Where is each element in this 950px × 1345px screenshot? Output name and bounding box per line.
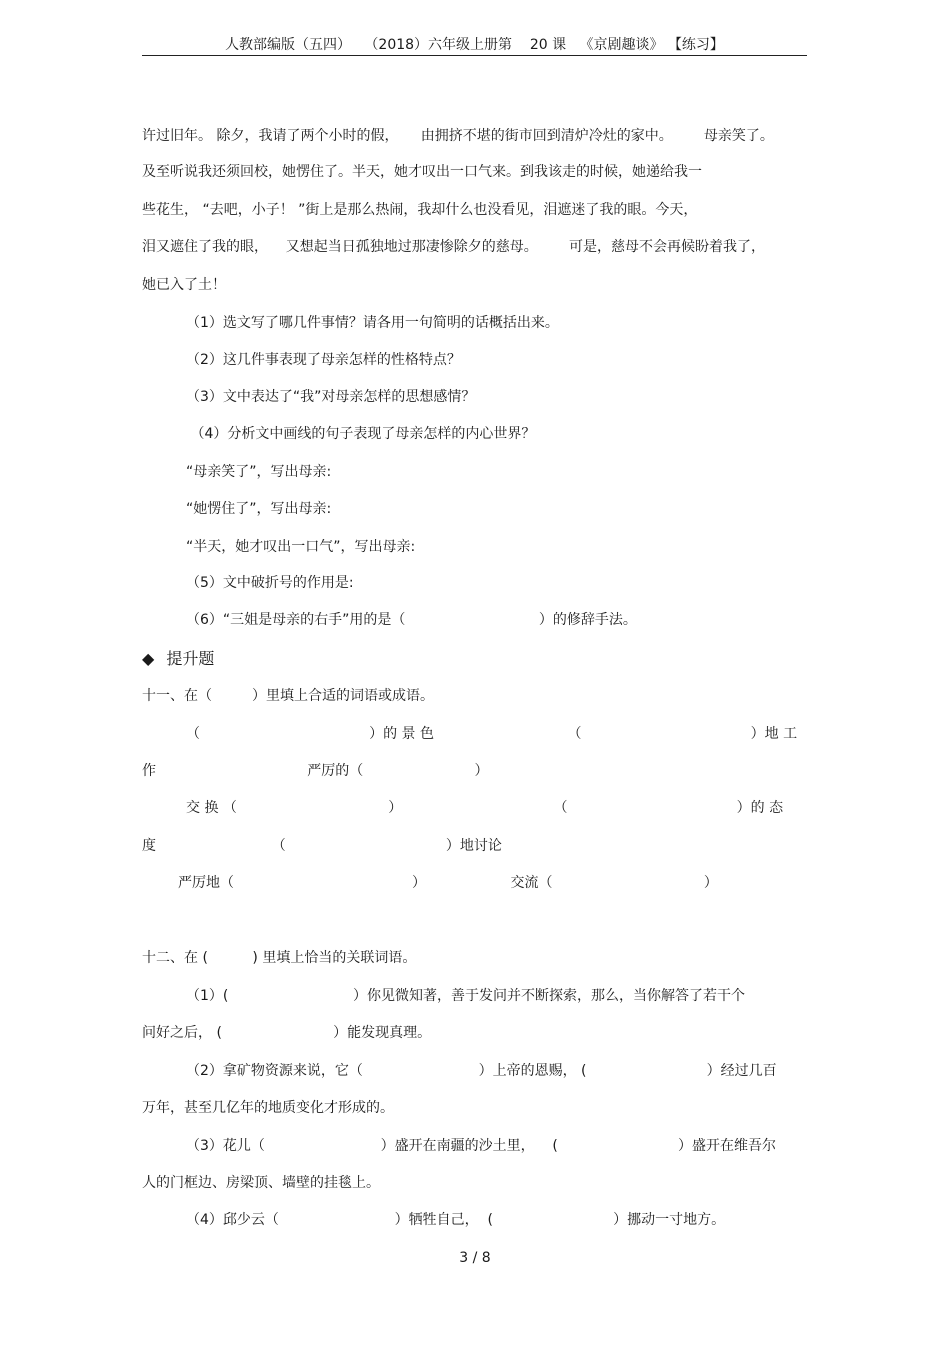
question-4: （4）分析文中画线的句子表现了母亲怎样的内心世界？ xyxy=(186,426,536,442)
q12-heading: 十二、在 ( ) 里填上恰当的关联词语。 xyxy=(142,950,417,966)
page-number: 3 / 8 xyxy=(459,1250,491,1266)
q12-line-4: 万年，甚至几亿年的地质变化才形成的。 xyxy=(142,1100,394,1116)
q11-line-4: 度 （ ）地讨论 xyxy=(142,838,502,854)
passage-line-2: 及至听说我还须回校，她愣住了。半天，她才叹出一口气来。到我该走的时候，她递给我一 xyxy=(142,164,702,180)
page-header: 人教部编版（五四） （2018）六年级上册第 20 课 《京剧趣谈》 【练习】 xyxy=(225,37,724,53)
passage-line-3: 些花生， “去吧，小子！ ”街上是那么热闹，我却什么也没看见，泪遮迷了我的眼。今天， xyxy=(142,202,698,218)
q11-line-5: 严厉地（ ） 交流（ ） xyxy=(178,875,718,891)
q12-line-2: 问好之后， ( ）能发现真理。 xyxy=(142,1025,432,1041)
question-4c: “半天，她才叹出一口气”，写出母亲: xyxy=(186,539,416,555)
question-4a: “母亲笑了”，写出母亲: xyxy=(186,464,332,480)
passage-line-5: 她已入了土！ xyxy=(142,277,226,293)
q12-line-7: （4）邱少云（ ）牺牲自己， ( ）挪动一寸地方。 xyxy=(186,1212,726,1228)
diamond-bullet-icon: ◆ xyxy=(142,649,155,668)
question-3: （3）文中表达了“我”对母亲怎样的思想感情？ xyxy=(186,389,476,405)
passage-line-1: 许过旧年。 除夕，我请了两个小时的假， 由拥挤不堪的街市回到清炉冷灶的家中。 母亲笑了。 xyxy=(142,128,774,144)
section-title: 提升题 xyxy=(166,649,215,668)
q11-line-3: 交 换 （ ） （ ）的 态 xyxy=(186,800,784,816)
q12-line-3: （2）拿矿物资源来说，它（ ）上帝的恩赐， ( ）经过几百 xyxy=(186,1063,777,1079)
question-4b: “她愣住了”，写出母亲: xyxy=(186,501,332,517)
passage-line-4: 泪又遮住了我的眼， 又想起当日孤独地过那凄惨除夕的慈母。 可是，慈母不会再候盼着我了， xyxy=(142,239,765,255)
q12-line-1: （1）( ）你见微知著，善于发问并不断探索，那么，当你解答了若干个 xyxy=(186,988,745,1004)
q11-line-2: 作 严厉的（ ） xyxy=(142,763,489,779)
q12-line-6: 人的门框边、房梁顶、墙壁的挂毯上。 xyxy=(142,1175,380,1191)
header-divider xyxy=(142,55,807,56)
q12-line-5: （3）花儿（ ）盛开在南疆的沙土里， ( ）盛开在维吾尔 xyxy=(186,1138,777,1154)
q11-heading: 十一、在（ ）里填上合适的词语或成语。 xyxy=(142,688,435,704)
question-2: （2）这几件事表现了母亲怎样的性格特点？ xyxy=(186,352,461,368)
q11-line-1: （ ）的 景 色 （ ）地 工 xyxy=(186,726,798,742)
question-6: （6）“三姐是母亲的右手”用的是（ ）的修辞手法。 xyxy=(186,612,637,628)
question-1: （1）选文写了哪几件事情？请各用一句简明的话概括出来。 xyxy=(186,315,559,331)
question-5: （5）文中破折号的作用是: xyxy=(186,575,354,591)
section-heading xyxy=(142,648,214,670)
